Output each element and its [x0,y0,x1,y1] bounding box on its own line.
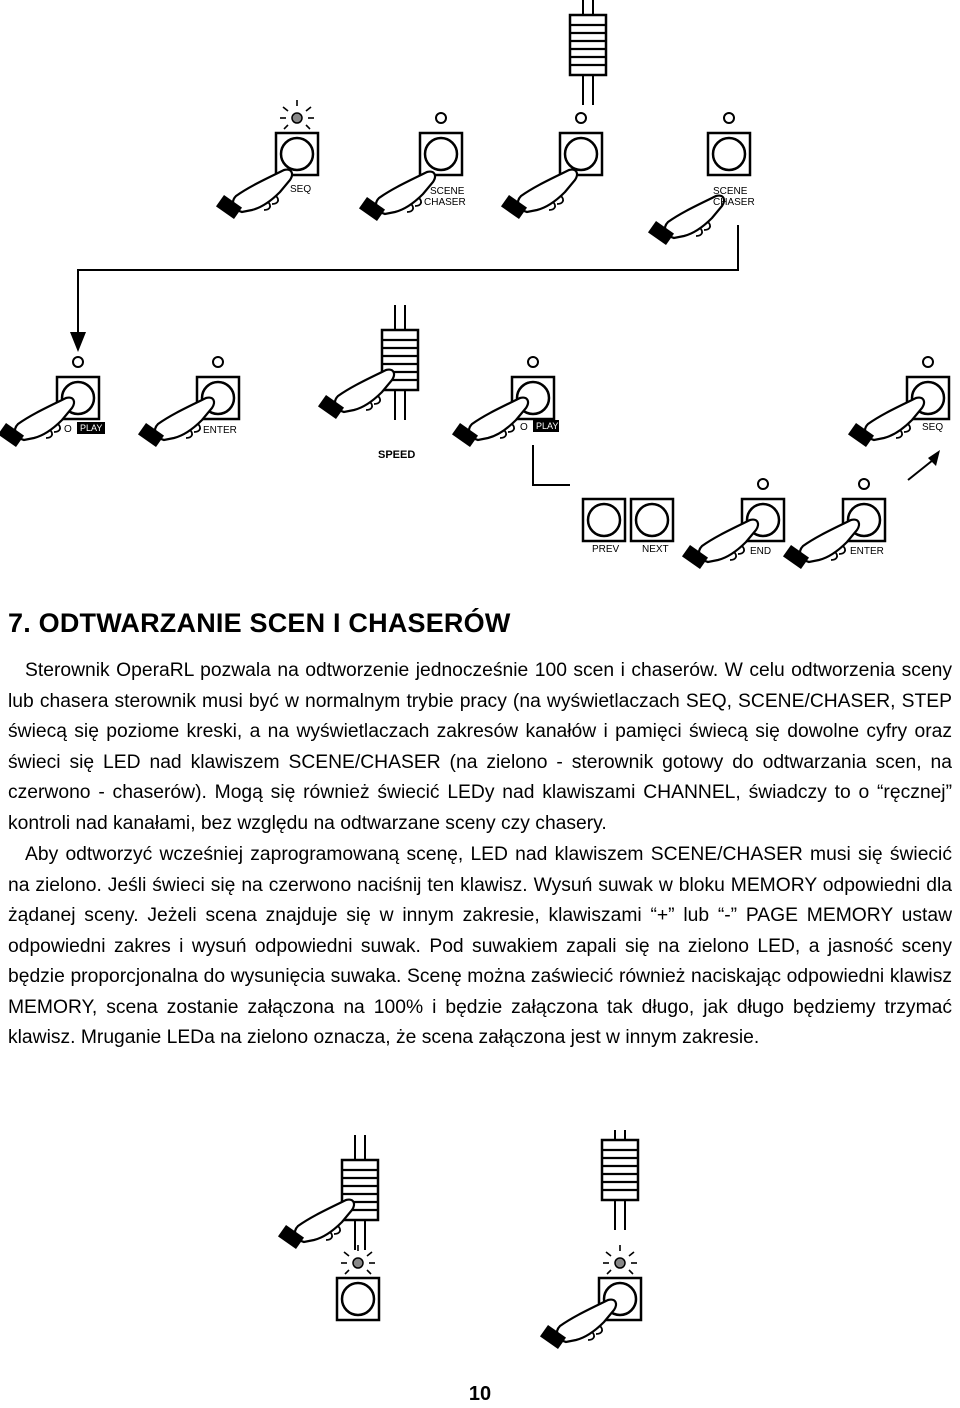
flow-line [533,445,570,485]
flow-line [78,225,738,340]
speed-label: SPEED [378,449,416,461]
page-number: 10 [468,1383,492,1405]
scene-label: SCENE [430,186,465,197]
memory-led-lit [337,1245,379,1320]
hand-icon [783,520,859,569]
seq-button-lit [276,100,318,175]
seq-label: SEQ [290,184,312,195]
hand-icon [0,398,74,447]
svg-text:O: O [520,422,528,433]
hand-icon [501,170,577,219]
next-button [631,499,673,541]
end-label: END [750,546,772,557]
enter-label: ENTER [203,425,237,436]
hand-icon [452,398,528,447]
enter-label-2: ENTER [850,546,884,557]
hand-icon [278,1200,354,1249]
scene-chaser-button [420,113,462,175]
prev-button [583,499,625,541]
memory-fader [342,1135,378,1250]
top-fader [570,0,606,105]
scene-label-2: SCENE [713,186,748,197]
speed-fader [382,305,418,420]
chaser-label-2: CHASER [713,197,755,208]
arrow-head [70,332,86,352]
chaser-label: CHASER [424,197,466,208]
play-label-2: PLAY [536,421,559,431]
procedure-diagram-bottom [0,1130,960,1380]
hand-icon [318,370,394,419]
hand-icon [682,520,758,569]
paragraph-1: Sterownik OperaRL pozwala na odtworzenie jednocześnie 100 scen i chaserów. W celu odtworzenia sceny lub chasera sterownik musi być w normalnym trybie pracy (na wyświetlaczach SEQ, SCENE/CHASER, STEP świecą się poziome kreski, a na wyświetlaczach zakresów kanałów i pamięci świecą się dowolne cyfry oraz świeci się LED nad klawiszem SCENE/CHASER (na zielono - sterownik gotowy do odtwarzania scen, na czerwono - chaserów). Mogą się również świecić LEDy nad klawiszami CHANNEL, świadczy to o “ręcznej” kontroli nad kanałami, bez względu na odtwarzane sceny czy chasery. [8,660,952,834]
section-title: 7. ODTWARZANIE SCEN I CHASERÓW [8,608,511,638]
section-body [8,656,952,1054]
next-label: NEXT [642,544,669,555]
flow-line [908,460,933,480]
memory-fader-2 [602,1130,638,1230]
play-label: PLAY [80,423,103,433]
prev-label: PREV [592,544,620,555]
svg-text:O: O [64,424,72,435]
seq-label-2: SEQ [922,422,944,433]
hand-icon [540,1300,616,1349]
hand-icon [138,398,214,447]
procedure-diagram-top [0,0,960,580]
scene-chaser-button-3 [708,113,750,175]
scene-chaser-button-2 [560,113,602,175]
hand-icon [848,398,924,447]
hand-icon [216,170,292,219]
paragraph-2: Aby odtworzyć wcześniej zaprogramowaną scenę, LED nad klawiszem SCENE/CHASER musi się świecić na zielono. Jeśli świeci się na czerwono naciśnij ten klawisz. Wysuń suwak w bloku MEMORY odpowiedni dla żądanej sceny. Jeżeli scena znajduje się w innym zakresie, klawiszami “+” lub “-” PAGE MEMORY ustaw odpowiedni zakres i wysuń odpowiedni suwak. Pod suwakiem zapali się na zielono LED, a jasność sceny będzie proporcjonalna do wysunięcia suwaka. Scenę można zaświecić również naciskając odpowiedni klawisz MEMORY, scena zostanie załączona na 100% i będzie załączona tak długo, jak długo będziemy trzymać klawisz. Mruganie LEDa na zielono oznacza, że scena załączona jest w innym zakresie. [8,844,952,1048]
